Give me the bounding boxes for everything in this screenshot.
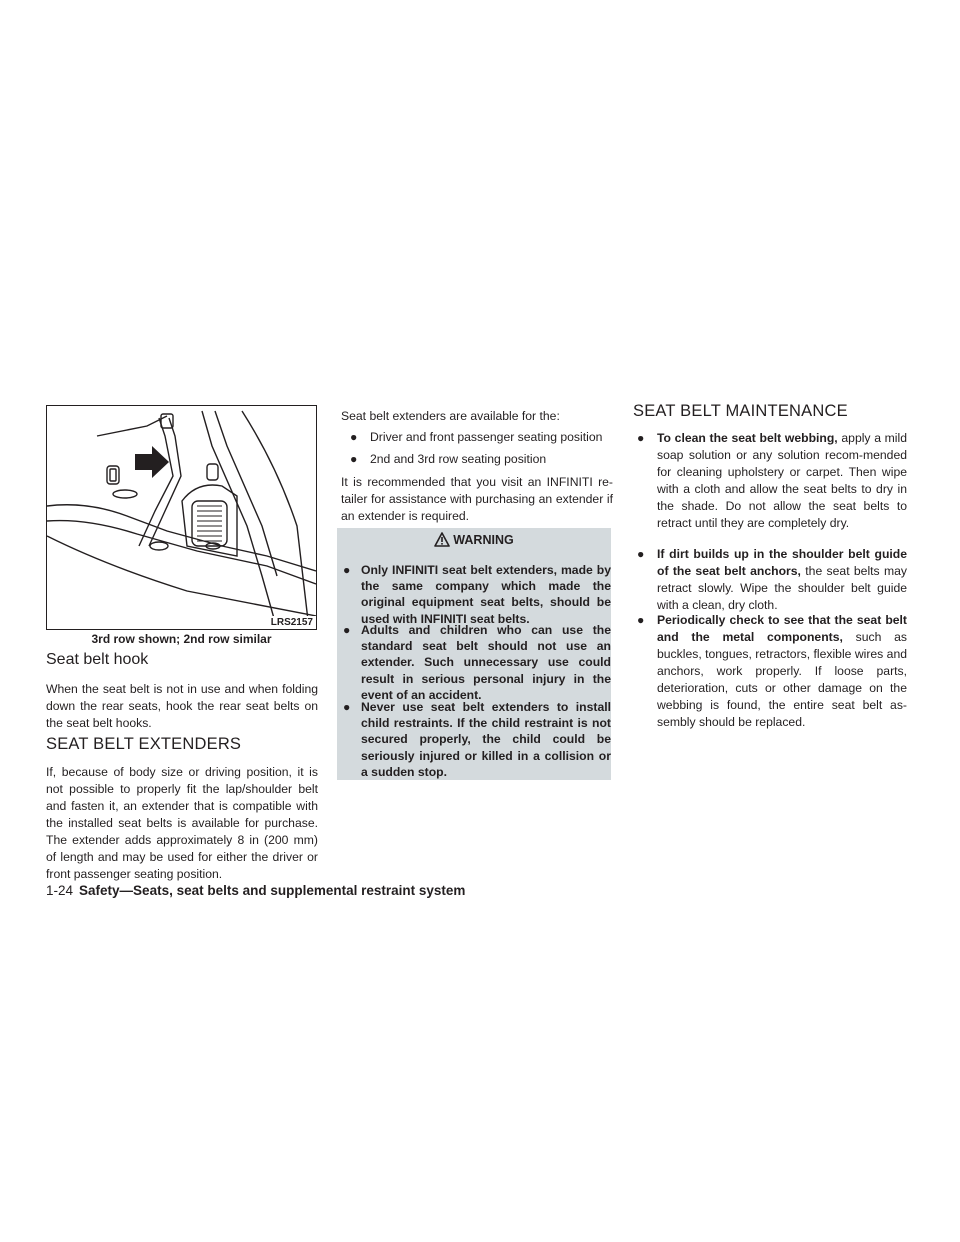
extenders-body: If, because of body size or driving position, it is not possible to properly fit the lap/shoulder belt and fasten it, an extender that is compatible with the installed seat belts is available for purchase. The extender adds approximately 8 in (200 mm) of length and may be used for either the driver or front passenger seating position. — [46, 765, 318, 881]
item-rest: apply a mild soap solution or any solution recom-mended for cleaning upholstery or carpet. Then wipe with a cloth and allow the seat belts to dry in the shade. Do not allow the seat belts to retract until they are completely dry. — [657, 431, 907, 530]
bullet-dot: ● — [350, 452, 358, 466]
bullet-dot: ● — [637, 613, 645, 627]
bullet-dot: ● — [637, 431, 645, 445]
seat-belt-hook-heading: Seat belt hook — [46, 651, 149, 668]
item-lead: Periodically check to see that the seat belt and the metal components, — [657, 613, 907, 644]
bullet-dot: ● — [343, 700, 351, 714]
list-item — [637, 612, 909, 729]
bullet-dot: ● — [350, 430, 358, 444]
bullet-dot: ● — [343, 623, 351, 637]
list-item-text — [657, 430, 907, 532]
illustration-frame — [46, 405, 317, 630]
warning-box — [337, 528, 611, 780]
figure-caption: 3rd row shown; 2nd row similar — [91, 632, 272, 646]
bullet-dot: ● — [343, 563, 351, 577]
section-title: Safety—Seats, seat belts and supplemental restraint system — [79, 883, 466, 898]
maintenance-heading: SEAT BELT MAINTENANCE — [633, 402, 848, 420]
list-item — [350, 451, 612, 471]
list-item — [637, 430, 909, 540]
warning-item — [343, 622, 617, 702]
page-footer — [46, 883, 465, 898]
extenders-intro: Seat belt extenders are available for the: — [341, 409, 560, 423]
warning-item-text: Only INFINITI seat belt extenders, made by the same company which made the original equipment seat belts, should be used with INFINITI seat belts. — [361, 563, 611, 626]
item-rest: such as buckles, tongues, retractors, flexible wires and anchors, work properly. If loose parts, deterioration, cuts or other damage on the webbing is found, the entire seat belt as-sembly should be replaced. — [657, 630, 907, 729]
item-lead: To clean the seat belt webbing, — [657, 431, 838, 445]
item-lead: If dirt builds up in the shoulder belt guide of the seat belt anchors, — [657, 547, 907, 578]
seat-belt-hook-body: When the seat belt is not in use and when folding down the rear seats, hook the rear seat belts on the seat belt hooks. — [46, 682, 318, 730]
list-item — [350, 429, 612, 449]
page-number: 1-24 — [46, 883, 74, 898]
seat-belt-hook-illustration — [47, 406, 316, 629]
list-item-text — [657, 546, 907, 614]
warning-header — [337, 528, 611, 552]
warning-item-text: Never use seat belt extenders to install child restraints. If the child restraint is not secured properly, the child could be seriously injured or killed in a collision or a sudden stop. — [361, 700, 611, 779]
warning-item-text: Adults and children who can use the standard seat belt should not use an extender. Such unnecessary use could result in serious personal injury in the event of an accident. — [361, 623, 611, 702]
list-item-text: Driver and front passenger seating position — [370, 430, 603, 444]
extenders-recommend: It is recommended that you visit an INFINITI re-tailer for assistance with purchasing an extender if an extender is required. — [341, 475, 613, 523]
item-rest: the seat belts may retract slowly. Wipe the shoulder belt guide with a clean, dry cloth. — [657, 564, 908, 612]
extenders-heading: SEAT BELT EXTENDERS — [46, 735, 242, 753]
warning-title: WARNING — [453, 533, 514, 547]
warning-icon — [434, 532, 450, 547]
figure-code: LRS2157 — [268, 616, 316, 629]
list-item — [637, 546, 909, 612]
bullet-dot: ● — [637, 547, 645, 561]
list-item-text: 2nd and 3rd row seating position — [370, 452, 547, 466]
warning-item — [343, 699, 617, 779]
list-item-text — [657, 612, 907, 731]
